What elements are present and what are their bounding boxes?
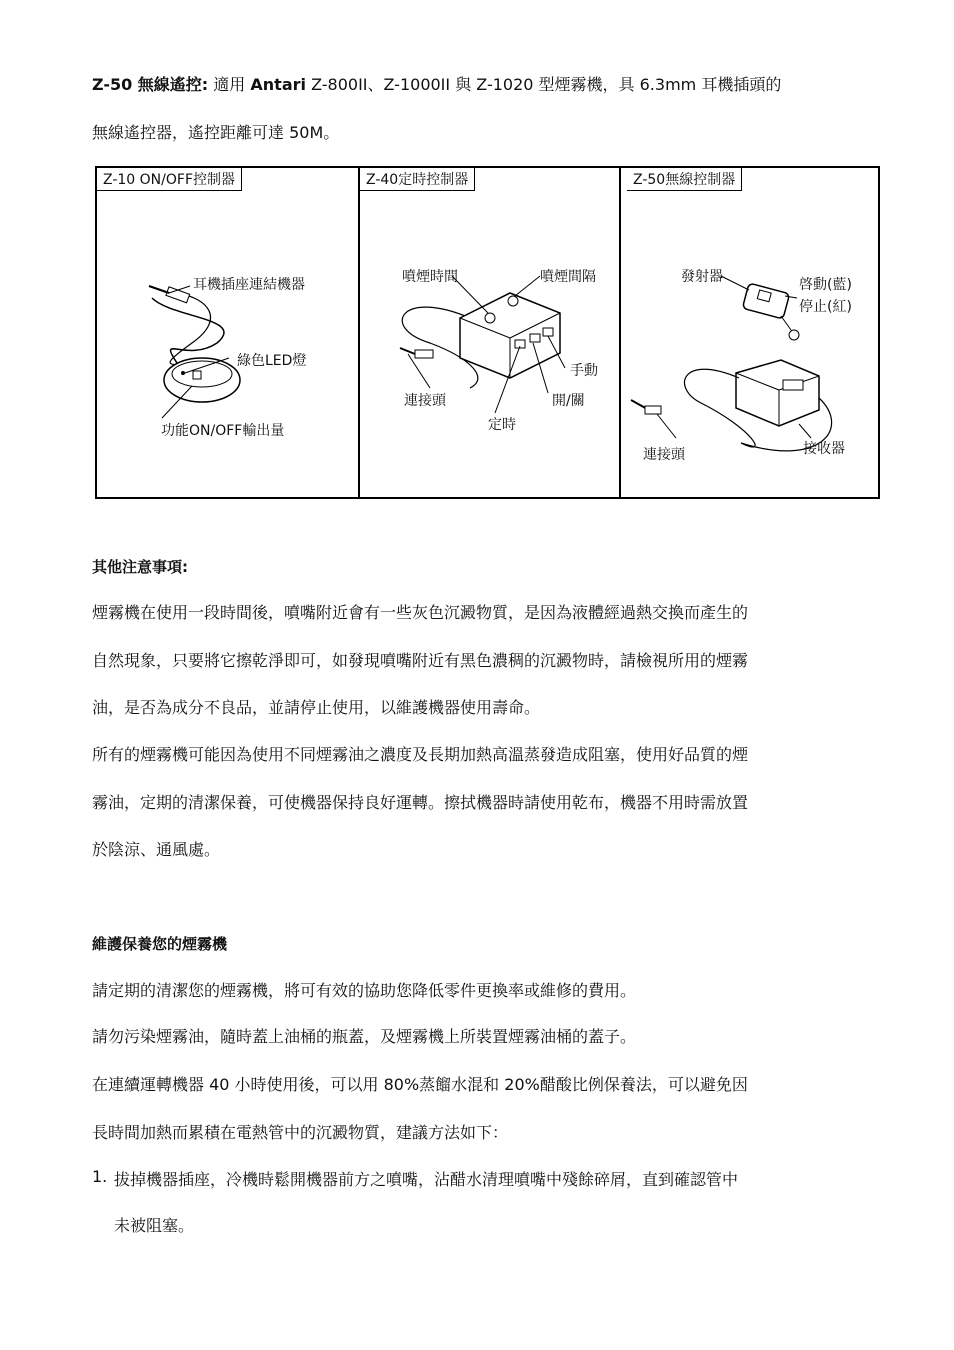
z50-label-transmitter: 發射器 [681,269,723,285]
z50-label-receiver: 接收器 [803,441,845,457]
z40-label-onoff: 開/關 [552,393,585,409]
intro-text-b: Z-800II、Z-1000II 與 Z-1020 型煙霧機，具 6.3mm 耳機插頭的 [305,75,782,94]
step-1-number: 1. [92,1167,108,1186]
z10-title: Z-10 ON/OFF控制器 [97,168,242,191]
z50-title: Z-50無線控制器 [627,168,742,191]
z40-illustration [360,168,622,498]
z50-label-start: 啓動(藍) [799,277,852,293]
z50-label-connector: 連接頭 [643,447,685,463]
maintenance-heading: 維護保養您的煙霧機 [92,935,228,953]
maintenance-line: 請勿污染煙霧油，隨時蓋上油桶的瓶蓋，及煙霧機上所裝置煙霧油桶的蓋子。 [92,1027,637,1046]
z50-label-stop: 停止(紅) [799,299,852,315]
z10-label-led: 綠色LED燈 [237,353,307,369]
notes-line: 自然現象，只要將它擦乾淨即可，如發現噴嘴附近有黑色濃稠的沉澱物時，請檢視所用的煙霧 [92,651,749,670]
z40-label-timer: 定時 [488,417,516,433]
intro-text-a: 適用 [208,75,251,94]
panel-z50 [619,168,880,497]
z40-label-spray-time: 噴煙時間 [402,269,458,285]
maintenance-line: 在連續運轉機器 40 小時使用後，可以用 80%蒸餾水混和 20%醋酸比例保養法，可以避免因 [92,1075,748,1094]
z10-label-plug: 耳機插座連結機器 [193,277,305,293]
z40-label-connector: 連接頭 [404,393,446,409]
panel-z40 [358,168,620,497]
notes-line: 所有的煙霧機可能因為使用不同煙霧油之濃度及長期加熱高溫蒸發造成阻塞，使用好品質的煙 [92,745,749,764]
controller-figure [95,166,880,499]
notes-line: 霧油，定期的清潔保養，可使機器保持良好運轉。擦拭機器時請使用乾布，機器不用時需放置 [92,793,749,812]
step-1-line-2: 未被阻塞。 [114,1216,195,1235]
intro-line-1 [92,72,781,95]
maintenance-line: 請定期的清潔您的煙霧機，將可有效的協助您降低零件更換率或維修的費用。 [92,981,637,1000]
panel-z10 [97,168,359,497]
z40-title: Z-40定時控制器 [360,168,475,191]
notes-heading: 其他注意事項: [92,558,188,576]
brand-name: Antari [250,75,306,94]
z10-label-output: 功能ON/OFF輸出量 [161,423,285,439]
notes-line: 煙霧機在使用一段時間後，噴嘴附近會有一些灰色沉澱物質，是因為液體經過熱交換而產生的 [92,603,749,622]
z10-illustration [97,168,359,498]
intro-line-2: 無線遙控器，遙控距離可達 50M。 [92,123,340,142]
z40-label-manual: 手動 [570,363,598,379]
step-1-line-1: 拔掉機器插座，冷機時鬆開機器前方之噴嘴，沾醋水清理噴嘴中殘餘碎屑，直到確認管中 [114,1170,739,1189]
notes-line: 於陰涼、通風處。 [92,840,221,859]
notes-line: 油，是否為成分不良品，並請停止使用，以維護機器使用壽命。 [92,698,541,717]
z40-label-spray-interval: 噴煙間隔 [540,269,596,285]
product-name: Z-50 無線遙控: [92,75,209,94]
maintenance-line: 長時間加熱而累積在電熱管中的沉澱物質，建議方法如下： [92,1123,509,1142]
